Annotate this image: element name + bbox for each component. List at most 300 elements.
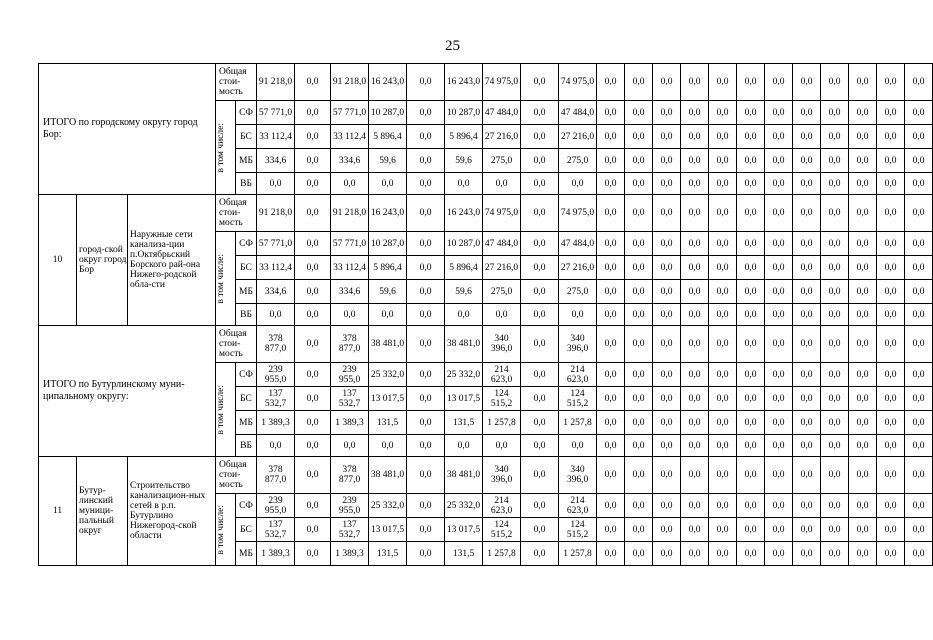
value-cell: 0,0 [295, 518, 331, 542]
source-label-mb: МБ [236, 149, 257, 173]
value-cell: 27 216,0 [483, 125, 521, 149]
value-cell: 0,0 [653, 195, 681, 232]
value-cell: 0,0 [295, 232, 331, 256]
value-cell: 131,5 [369, 411, 407, 435]
value-cell: 0,0 [597, 387, 625, 411]
value-cell: 0,0 [681, 125, 709, 149]
value-cell: 0,0 [407, 125, 445, 149]
value-cell: 0,0 [625, 363, 653, 387]
value-cell: 74 975,0 [483, 64, 521, 101]
value-cell: 0,0 [793, 304, 821, 326]
value-cell: 0,0 [521, 326, 559, 363]
municipality-name: Бутур-линский муници-пальный округ [77, 457, 128, 566]
value-cell: 0,0 [877, 457, 905, 494]
value-cell: 0,0 [681, 64, 709, 101]
value-cell: 0,0 [849, 232, 877, 256]
value-cell: 0,0 [597, 411, 625, 435]
value-cell: 0,0 [793, 232, 821, 256]
value-cell: 0,0 [765, 304, 793, 326]
value-cell: 334,6 [257, 149, 295, 173]
value-cell: 0,0 [295, 125, 331, 149]
value-cell: 0,0 [737, 411, 765, 435]
value-cell: 0,0 [793, 125, 821, 149]
value-cell: 214 623,0 [483, 363, 521, 387]
value-cell: 0,0 [905, 326, 933, 363]
value-cell: 16 243,0 [369, 64, 407, 101]
value-cell: 0,0 [625, 280, 653, 304]
value-cell: 0,0 [653, 149, 681, 173]
value-cell: 1 257,8 [559, 411, 597, 435]
value-cell: 137 532,7 [331, 387, 369, 411]
value-cell: 0,0 [765, 435, 793, 457]
value-cell: 0,0 [737, 64, 765, 101]
value-cell: 0,0 [849, 304, 877, 326]
value-cell: 0,0 [737, 435, 765, 457]
value-cell: 0,0 [331, 435, 369, 457]
row-number: 10 [39, 195, 77, 326]
value-cell: 0,0 [295, 195, 331, 232]
source-label-sf: СФ [236, 232, 257, 256]
value-cell: 0,0 [295, 101, 331, 125]
value-cell: 0,0 [709, 542, 737, 566]
value-cell: 0,0 [905, 125, 933, 149]
value-cell: 0,0 [765, 326, 793, 363]
value-cell: 0,0 [681, 435, 709, 457]
value-cell: 0,0 [793, 326, 821, 363]
value-cell: 0,0 [257, 304, 295, 326]
value-cell: 0,0 [295, 256, 331, 280]
table-row [39, 457, 933, 494]
source-label-vb: ВБ [236, 173, 257, 195]
value-cell: 0,0 [821, 280, 849, 304]
value-cell: 0,0 [521, 542, 559, 566]
value-cell: 0,0 [597, 363, 625, 387]
value-cell: 0,0 [709, 494, 737, 518]
value-cell: 214 623,0 [483, 494, 521, 518]
value-cell: 25 332,0 [445, 494, 483, 518]
total-cost-label: Общая стои-мость [216, 195, 257, 232]
value-cell: 0,0 [559, 173, 597, 195]
section-total-label: ИТОГО по Бутурлинскому муни-ципальному округу: [39, 326, 216, 457]
source-label-sf: СФ [236, 363, 257, 387]
value-cell: 0,0 [793, 387, 821, 411]
value-cell: 275,0 [483, 149, 521, 173]
value-cell: 0,0 [905, 304, 933, 326]
value-cell: 0,0 [653, 232, 681, 256]
table-row [39, 326, 933, 363]
value-cell: 0,0 [681, 232, 709, 256]
value-cell: 0,0 [821, 304, 849, 326]
value-cell: 57 771,0 [331, 101, 369, 125]
value-cell: 0,0 [521, 304, 559, 326]
value-cell: 0,0 [849, 494, 877, 518]
value-cell: 340 396,0 [559, 326, 597, 363]
value-cell: 0,0 [521, 363, 559, 387]
value-cell: 0,0 [793, 280, 821, 304]
value-cell: 0,0 [737, 542, 765, 566]
of-which-text: в том числе: [216, 253, 226, 304]
value-cell: 0,0 [821, 64, 849, 101]
value-cell: 0,0 [821, 542, 849, 566]
value-cell: 27 216,0 [483, 256, 521, 280]
value-cell: 0,0 [681, 457, 709, 494]
value-cell: 0,0 [483, 435, 521, 457]
value-cell: 0,0 [521, 457, 559, 494]
value-cell: 0,0 [877, 518, 905, 542]
value-cell: 0,0 [849, 149, 877, 173]
value-cell: 0,0 [295, 149, 331, 173]
value-cell: 0,0 [653, 387, 681, 411]
value-cell: 124 515,2 [483, 518, 521, 542]
value-cell: 0,0 [877, 149, 905, 173]
source-label-vb: ВБ [236, 435, 257, 457]
value-cell: 0,0 [849, 518, 877, 542]
of-which-label [216, 494, 236, 566]
value-cell: 0,0 [407, 149, 445, 173]
value-cell: 0,0 [521, 280, 559, 304]
value-cell: 27 216,0 [559, 256, 597, 280]
value-cell: 0,0 [407, 280, 445, 304]
value-cell: 340 396,0 [559, 457, 597, 494]
value-cell: 0,0 [681, 280, 709, 304]
value-cell: 0,0 [821, 411, 849, 435]
value-cell: 0,0 [709, 101, 737, 125]
value-cell: 5 896,4 [369, 125, 407, 149]
value-cell: 0,0 [625, 149, 653, 173]
of-which-text: в том числе: [216, 384, 226, 435]
value-cell: 0,0 [849, 64, 877, 101]
value-cell: 0,0 [295, 280, 331, 304]
value-cell: 0,0 [821, 387, 849, 411]
value-cell: 33 112,4 [331, 125, 369, 149]
value-cell: 25 332,0 [369, 494, 407, 518]
value-cell: 0,0 [849, 387, 877, 411]
value-cell: 0,0 [295, 435, 331, 457]
value-cell: 0,0 [877, 326, 905, 363]
value-cell: 0,0 [737, 256, 765, 280]
value-cell: 0,0 [737, 195, 765, 232]
value-cell: 0,0 [625, 542, 653, 566]
of-which-text: в том числе: [216, 504, 226, 555]
value-cell: 0,0 [849, 256, 877, 280]
value-cell: 0,0 [765, 280, 793, 304]
value-cell: 0,0 [681, 494, 709, 518]
value-cell: 0,0 [597, 542, 625, 566]
value-cell: 0,0 [765, 149, 793, 173]
value-cell: 0,0 [877, 173, 905, 195]
value-cell: 0,0 [597, 149, 625, 173]
value-cell: 0,0 [369, 435, 407, 457]
value-cell: 0,0 [821, 101, 849, 125]
value-cell: 0,0 [709, 149, 737, 173]
value-cell: 0,0 [765, 173, 793, 195]
value-cell: 0,0 [737, 326, 765, 363]
value-cell: 0,0 [849, 173, 877, 195]
value-cell: 0,0 [597, 494, 625, 518]
of-which-label [216, 363, 236, 457]
value-cell: 0,0 [905, 494, 933, 518]
value-cell: 0,0 [765, 232, 793, 256]
value-cell: 0,0 [877, 64, 905, 101]
value-cell: 0,0 [625, 195, 653, 232]
value-cell: 275,0 [559, 280, 597, 304]
value-cell: 0,0 [765, 363, 793, 387]
value-cell: 59,6 [369, 149, 407, 173]
value-cell: 0,0 [653, 518, 681, 542]
value-cell: 0,0 [709, 411, 737, 435]
value-cell: 0,0 [331, 304, 369, 326]
value-cell: 0,0 [877, 411, 905, 435]
value-cell: 0,0 [765, 387, 793, 411]
value-cell: 16 243,0 [369, 195, 407, 232]
value-cell: 0,0 [597, 326, 625, 363]
value-cell: 0,0 [821, 232, 849, 256]
value-cell: 1 257,8 [483, 542, 521, 566]
value-cell: 378 877,0 [331, 326, 369, 363]
value-cell: 0,0 [295, 542, 331, 566]
value-cell: 0,0 [653, 304, 681, 326]
source-label-sf: СФ [236, 101, 257, 125]
total-cost-label: Общая стои-мость [216, 64, 257, 101]
page-number: 25 [445, 38, 460, 54]
value-cell: 0,0 [521, 173, 559, 195]
value-cell: 0,0 [793, 435, 821, 457]
value-cell: 0,0 [765, 411, 793, 435]
value-cell: 0,0 [709, 64, 737, 101]
value-cell: 91 218,0 [257, 64, 295, 101]
value-cell: 0,0 [407, 326, 445, 363]
value-cell: 0,0 [483, 304, 521, 326]
value-cell: 275,0 [559, 149, 597, 173]
value-cell: 0,0 [407, 457, 445, 494]
municipality-name: город-ской округ город Бор [77, 195, 128, 326]
value-cell: 47 484,0 [483, 101, 521, 125]
value-cell: 13 017,5 [369, 518, 407, 542]
value-cell: 0,0 [709, 387, 737, 411]
value-cell: 0,0 [597, 125, 625, 149]
value-cell: 0,0 [765, 457, 793, 494]
value-cell: 0,0 [793, 411, 821, 435]
value-cell: 0,0 [821, 256, 849, 280]
value-cell: 5 896,4 [369, 256, 407, 280]
value-cell: 0,0 [369, 173, 407, 195]
value-cell: 57 771,0 [257, 101, 295, 125]
value-cell: 0,0 [521, 195, 559, 232]
value-cell: 0,0 [407, 64, 445, 101]
value-cell: 38 481,0 [369, 457, 407, 494]
value-cell: 0,0 [407, 411, 445, 435]
value-cell: 0,0 [709, 363, 737, 387]
value-cell: 0,0 [521, 149, 559, 173]
source-label-mb: МБ [236, 411, 257, 435]
value-cell: 0,0 [653, 411, 681, 435]
value-cell: 239 955,0 [257, 494, 295, 518]
source-label-bs: БС [236, 518, 257, 542]
total-cost-label: Общая стои-мость [216, 326, 257, 363]
value-cell: 0,0 [877, 363, 905, 387]
value-cell: 0,0 [709, 435, 737, 457]
value-cell: 74 975,0 [483, 195, 521, 232]
value-cell: 0,0 [877, 542, 905, 566]
value-cell: 0,0 [709, 232, 737, 256]
value-cell: 57 771,0 [331, 232, 369, 256]
source-label-vb: ВБ [236, 304, 257, 326]
value-cell: 0,0 [737, 304, 765, 326]
value-cell: 275,0 [483, 280, 521, 304]
value-cell: 0,0 [905, 457, 933, 494]
value-cell: 0,0 [521, 232, 559, 256]
value-cell: 378 877,0 [257, 457, 295, 494]
source-label-sf: СФ [236, 494, 257, 518]
value-cell: 0,0 [709, 304, 737, 326]
value-cell: 0,0 [597, 101, 625, 125]
value-cell: 0,0 [521, 64, 559, 101]
value-cell: 0,0 [483, 173, 521, 195]
value-cell: 0,0 [625, 64, 653, 101]
value-cell: 0,0 [625, 326, 653, 363]
value-cell: 0,0 [765, 256, 793, 280]
value-cell: 0,0 [597, 457, 625, 494]
value-cell: 91 218,0 [331, 64, 369, 101]
value-cell: 0,0 [597, 195, 625, 232]
value-cell: 124 515,2 [559, 518, 597, 542]
value-cell: 0,0 [849, 195, 877, 232]
value-cell: 0,0 [765, 64, 793, 101]
value-cell: 0,0 [793, 64, 821, 101]
value-cell: 0,0 [821, 149, 849, 173]
value-cell: 0,0 [445, 435, 483, 457]
value-cell: 0,0 [765, 195, 793, 232]
value-cell: 0,0 [625, 411, 653, 435]
value-cell: 0,0 [765, 542, 793, 566]
value-cell: 0,0 [793, 363, 821, 387]
value-cell: 0,0 [905, 173, 933, 195]
value-cell: 0,0 [407, 173, 445, 195]
value-cell: 0,0 [369, 304, 407, 326]
value-cell: 239 955,0 [257, 363, 295, 387]
value-cell: 0,0 [681, 518, 709, 542]
value-cell: 0,0 [407, 518, 445, 542]
value-cell: 91 218,0 [331, 195, 369, 232]
value-cell: 0,0 [905, 101, 933, 125]
value-cell: 0,0 [653, 101, 681, 125]
value-cell: 0,0 [905, 280, 933, 304]
value-cell: 0,0 [709, 326, 737, 363]
value-cell: 334,6 [257, 280, 295, 304]
value-cell: 0,0 [625, 435, 653, 457]
value-cell: 0,0 [793, 494, 821, 518]
value-cell: 0,0 [709, 173, 737, 195]
value-cell: 33 112,4 [331, 256, 369, 280]
value-cell: 0,0 [625, 387, 653, 411]
value-cell: 0,0 [793, 149, 821, 173]
value-cell: 0,0 [821, 173, 849, 195]
value-cell: 0,0 [681, 411, 709, 435]
value-cell: 0,0 [653, 64, 681, 101]
value-cell: 0,0 [407, 363, 445, 387]
value-cell: 0,0 [793, 101, 821, 125]
value-cell: 0,0 [709, 518, 737, 542]
value-cell: 33 112,4 [257, 256, 295, 280]
value-cell: 0,0 [653, 363, 681, 387]
value-cell: 0,0 [737, 363, 765, 387]
value-cell: 38 481,0 [445, 457, 483, 494]
value-cell: 0,0 [295, 387, 331, 411]
value-cell: 47 484,0 [483, 232, 521, 256]
value-cell: 124 515,2 [559, 387, 597, 411]
value-cell: 0,0 [905, 195, 933, 232]
value-cell: 10 287,0 [445, 101, 483, 125]
value-cell: 214 623,0 [559, 363, 597, 387]
value-cell: 0,0 [877, 304, 905, 326]
value-cell: 0,0 [295, 494, 331, 518]
value-cell: 47 484,0 [559, 232, 597, 256]
value-cell: 0,0 [407, 494, 445, 518]
value-cell: 0,0 [681, 173, 709, 195]
value-cell: 0,0 [407, 195, 445, 232]
row-number: 11 [39, 457, 77, 566]
value-cell: 0,0 [257, 173, 295, 195]
funding-table [38, 63, 933, 566]
value-cell: 0,0 [445, 304, 483, 326]
value-cell: 0,0 [737, 494, 765, 518]
value-cell: 0,0 [597, 64, 625, 101]
value-cell: 0,0 [681, 326, 709, 363]
value-cell: 1 389,3 [331, 542, 369, 566]
value-cell: 10 287,0 [369, 101, 407, 125]
value-cell: 0,0 [521, 256, 559, 280]
value-cell: 0,0 [793, 518, 821, 542]
value-cell: 0,0 [821, 195, 849, 232]
value-cell: 0,0 [849, 125, 877, 149]
value-cell: 59,6 [445, 280, 483, 304]
value-cell: 0,0 [849, 326, 877, 363]
value-cell: 13 017,5 [445, 387, 483, 411]
value-cell: 47 484,0 [559, 101, 597, 125]
value-cell: 0,0 [331, 173, 369, 195]
value-cell: 0,0 [597, 518, 625, 542]
value-cell: 0,0 [295, 411, 331, 435]
value-cell: 0,0 [597, 256, 625, 280]
value-cell: 0,0 [905, 518, 933, 542]
value-cell: 0,0 [821, 457, 849, 494]
value-cell: 0,0 [905, 232, 933, 256]
value-cell: 0,0 [905, 149, 933, 173]
value-cell: 0,0 [737, 280, 765, 304]
value-cell: 0,0 [625, 457, 653, 494]
value-cell: 0,0 [625, 494, 653, 518]
value-cell: 0,0 [521, 411, 559, 435]
value-cell: 0,0 [597, 435, 625, 457]
source-label-bs: БС [236, 387, 257, 411]
table-row [39, 64, 933, 101]
value-cell: 340 396,0 [483, 326, 521, 363]
value-cell: 0,0 [905, 387, 933, 411]
value-cell: 0,0 [295, 363, 331, 387]
value-cell: 0,0 [849, 457, 877, 494]
value-cell: 0,0 [681, 542, 709, 566]
value-cell: 214 623,0 [559, 494, 597, 518]
object-description: Строительство канализацион-ных сетей в р.п. Бутурлино Нижегород-ской области [128, 457, 216, 566]
value-cell: 0,0 [905, 64, 933, 101]
value-cell: 0,0 [877, 387, 905, 411]
value-cell: 0,0 [653, 326, 681, 363]
value-cell: 0,0 [653, 435, 681, 457]
value-cell: 0,0 [821, 125, 849, 149]
value-cell: 38 481,0 [445, 326, 483, 363]
value-cell: 0,0 [793, 195, 821, 232]
value-cell: 0,0 [295, 64, 331, 101]
